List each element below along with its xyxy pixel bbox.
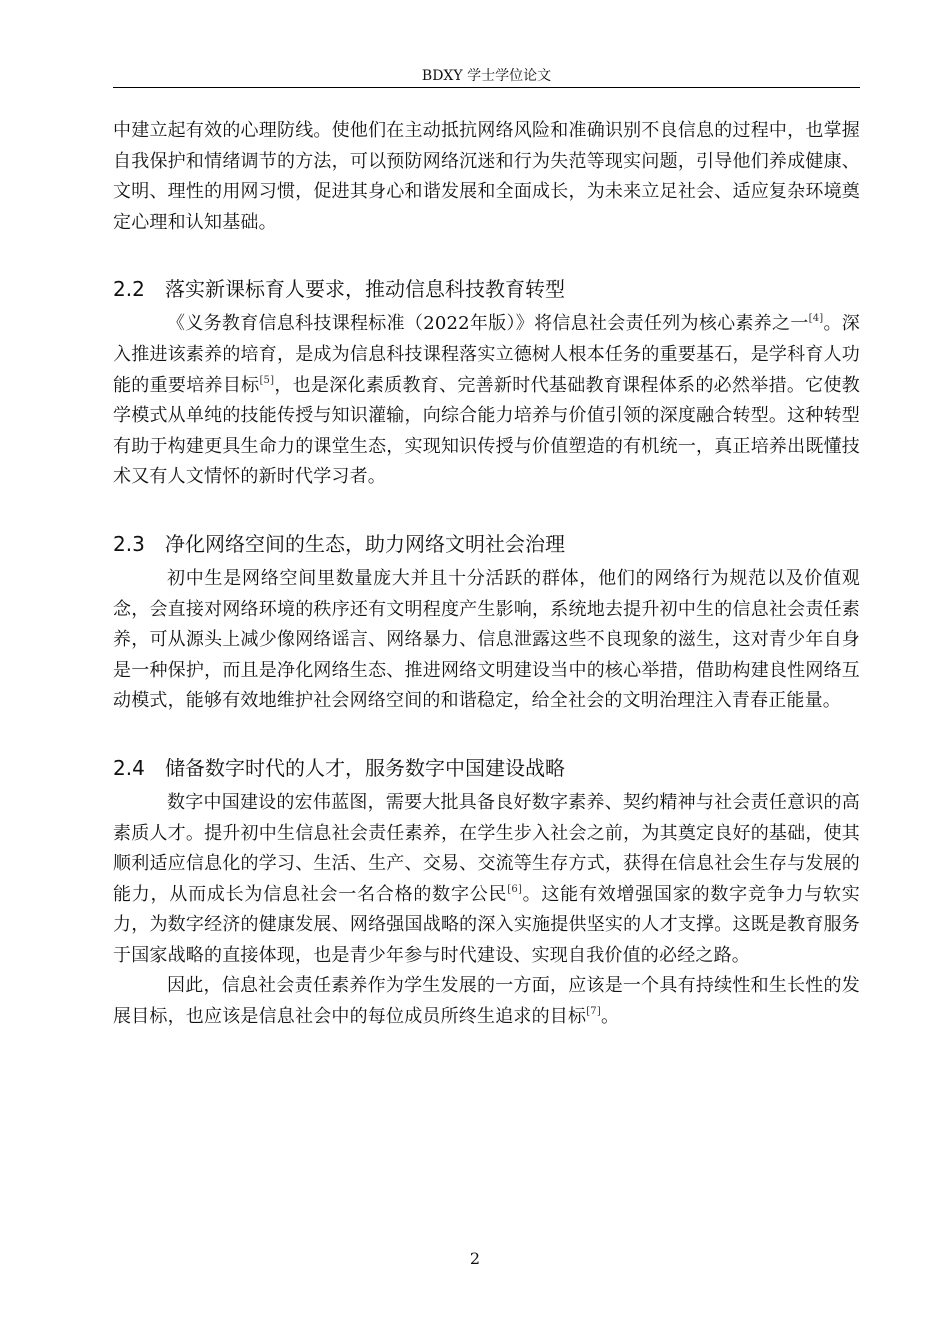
- section-2-4-paragraph-2: [113, 971, 860, 1032]
- citation-5: [5]: [259, 374, 275, 386]
- section-2-4-paragraph-1: [113, 788, 860, 972]
- paragraph-text: 。: [600, 1006, 620, 1028]
- section-number: 2.3: [113, 531, 145, 556]
- section-title: 落实新课标育人要求，推动信息科技教育转型: [165, 277, 565, 302]
- section-number: 2.4: [113, 755, 145, 780]
- section-number: 2.2: [113, 277, 145, 302]
- running-header: [113, 66, 860, 88]
- paragraph-text: 《义务教育信息科技课程标准（2022年版）》将信息社会责任列为核心素养之一: [167, 313, 809, 335]
- section-heading-2-2: [113, 274, 860, 304]
- paragraph-text: 。深入推进该素养的培育，是成为信息科技课程落实立德树人根本任务的重要基石，是学科育人功能的重要培养目标: [113, 313, 860, 396]
- citation-7: [7]: [586, 1006, 601, 1018]
- citation-4: [4]: [808, 313, 824, 325]
- paragraph-text: 。这能有效增强国家的数字竞争力与软实力，为数字经济的健康发展、网络强国战略的深入实施提供坚实的人才支撑。这既是教育服务于国家战略的直接体现，也是青少年参与时代建设、实现自我价值的必经之路。: [113, 883, 860, 966]
- paragraph-text: 数字中国建设的宏伟蓝图，需要大批具备良好数字素养、契约精神与社会责任意识的高素质人才。提升初中生信息社会责任素养，在学生步入社会之前，为其奠定良好的基础，使其顺利适应信息化的学习、生活、生产、交易、交流等生存方式，获得在信息社会生存与发展的能力，从而成长为信息社会一名合格的数字公民: [113, 791, 860, 905]
- intro-paragraph: 中建立起有效的心理防线。使他们在主动抵抗网络风险和准确识别不良信息的过程中，也掌握自我保护和情绪调节的方法，可以预防网络沉迷和行为失范等现实问题，引导他们养成健康、文明、理性的用网习惯，促进其身心和谐发展和全面成长，为未来立足社会、适应复杂环境奠定心理和认知基础。: [113, 120, 860, 233]
- document-body: [113, 116, 860, 1033]
- section-title: 净化网络空间的生态，助力网络文明社会治理: [165, 531, 565, 556]
- section-heading-2-3: [113, 529, 860, 559]
- section-heading-2-4: [113, 753, 860, 783]
- paragraph-text: 因此，信息社会责任素养作为学生发展的一方面，应该是一个具有持续性和生长性的发展目标，也应该是信息社会中的每位成员所终生追求的目标: [113, 975, 860, 1028]
- citation-6: [6]: [507, 883, 523, 895]
- section-2-3-paragraph: 初中生是网络空间里数量庞大并且十分活跃的群体，他们的网络行为规范以及价值观念，会直接对网络环境的秩序还有文明程度产生影响，系统地去提升初中生的信息社会责任素养，可从源头上减少像网络谣言、网络暴力、信息泄露这些不良现象的滋生，这对青少年自身是一种保护，而且是净化网络生态、推进网络文明建设当中的核心举措，借助构建良性网络互动模式，能够有效地维护社会网络空间的和谐稳定，给全社会的文明治理注入青春正能量。: [113, 567, 860, 712]
- header-title: BDXY 学士学位论文: [421, 68, 552, 84]
- section-title: 储备数字时代的人才，服务数字中国建设战略: [165, 755, 565, 780]
- section-2-2-paragraph: [113, 309, 860, 493]
- paragraph-text: ，也是深化素质教育、完善新时代基础教育课程体系的必然举措。它使教学模式从单纯的技能传授与知识灌输，向综合能力培养与价值引领的深度融合转型。这种转型有助于构建更具生命力的课堂生态，实现知识传授与价值塑造的有机统一，真正培养出既懂技术又有人文情怀的新时代学习者。: [113, 374, 860, 488]
- page-number: 2: [469, 1249, 481, 1268]
